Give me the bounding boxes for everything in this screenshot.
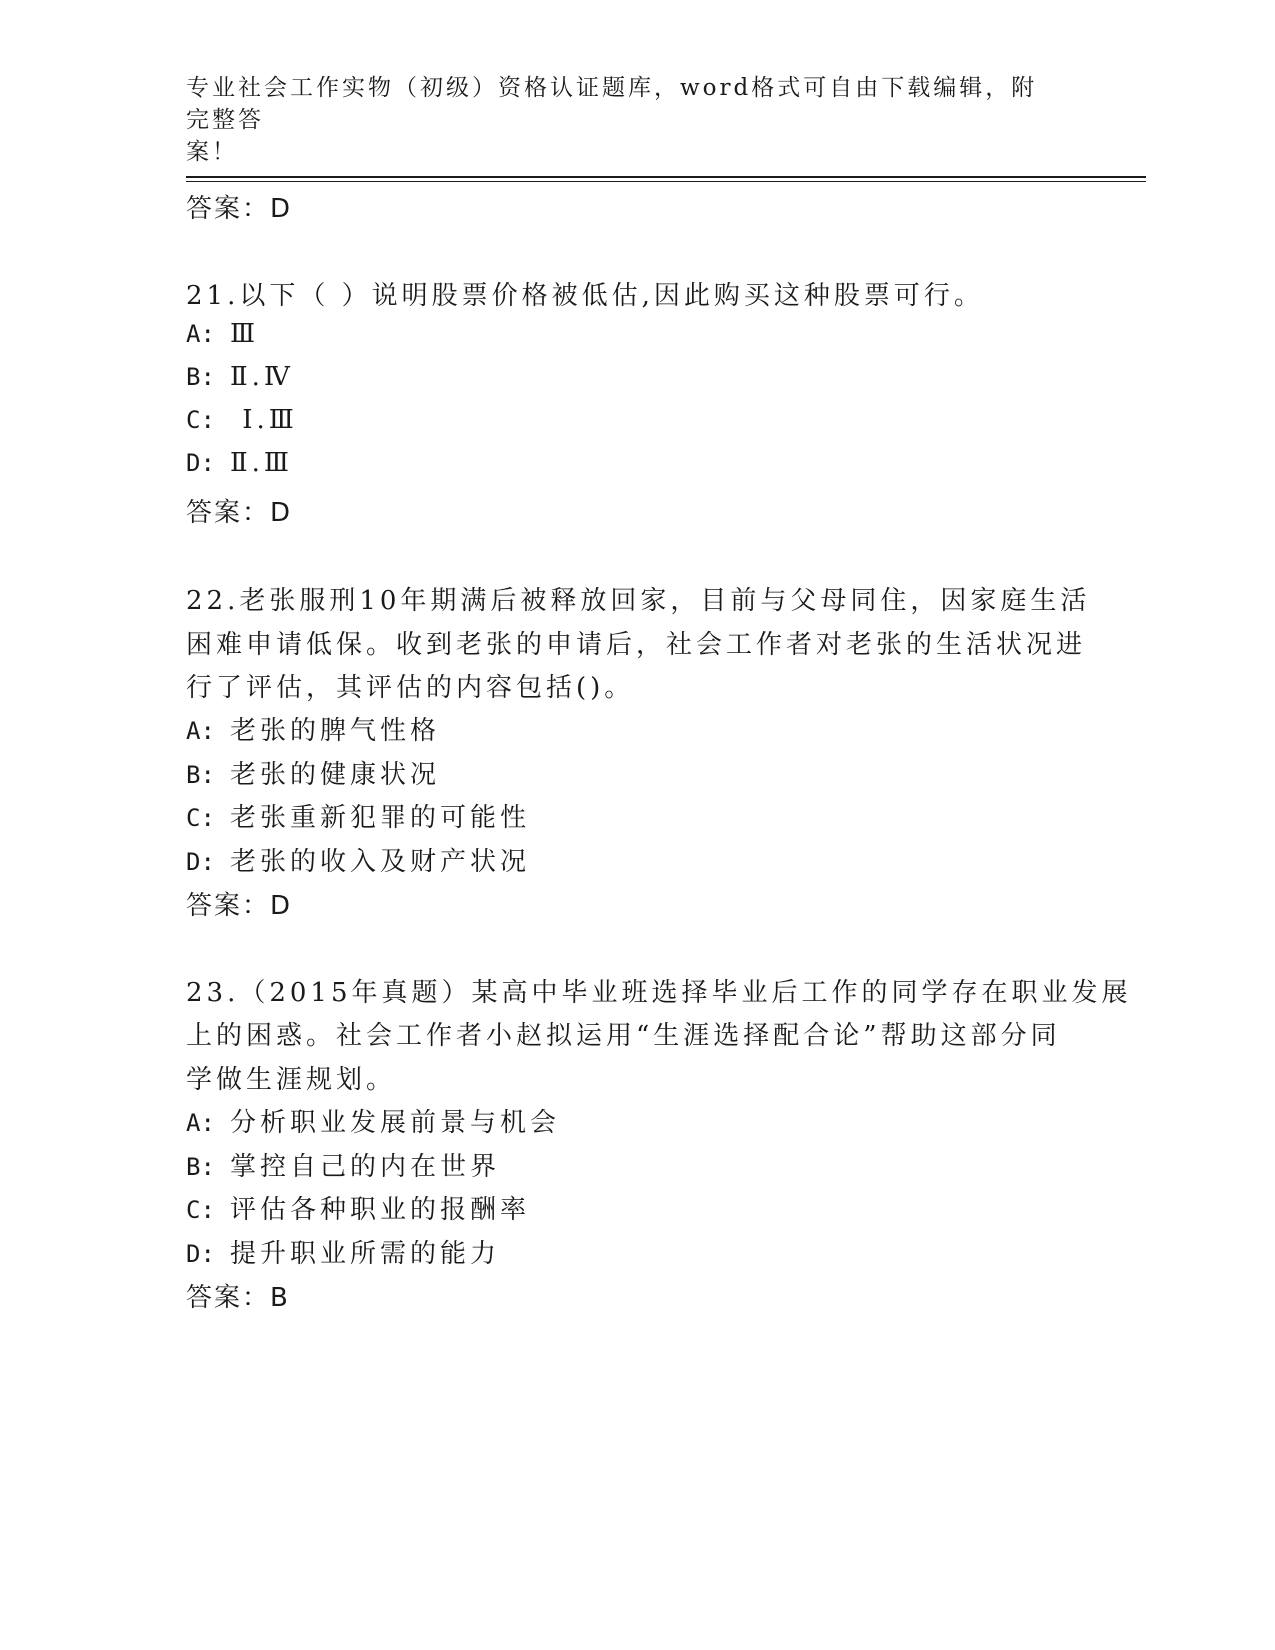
- question-21-option-a: [186, 319, 259, 349]
- option-text: Ⅰ.Ⅲ: [230, 405, 298, 435]
- question-23-stem-line-1: 23.（2015年真题）某高中毕业班选择毕业后工作的同学存在职业发展: [186, 978, 1132, 1008]
- header-divider-thick: [186, 176, 1146, 178]
- question-22-stem-line-1: 22.老张服刑10年期满后被释放回家，目前与父母同住，因家庭生活: [186, 586, 1091, 616]
- header-divider-thin: [186, 181, 1146, 182]
- option-text: 提升职业所需的能力: [230, 1239, 501, 1269]
- option-text: 老张重新犯罪的可能性: [230, 803, 531, 833]
- option-text: Ⅱ.Ⅲ: [230, 448, 294, 478]
- question-23-option-c: [186, 1189, 530, 1226]
- question-21-option-b: [186, 362, 294, 392]
- option-label: C:: [186, 406, 215, 434]
- question-22-option-a: [186, 710, 440, 747]
- question-23-answer: 答案：B: [186, 1283, 290, 1313]
- option-text: 老张的收入及财产状况: [230, 847, 531, 877]
- option-label: C:: [186, 1196, 215, 1224]
- question-22-option-b: [186, 754, 440, 791]
- question-22-option-d: [186, 841, 530, 878]
- question-21-option-c: [186, 405, 298, 435]
- question-22-stem-line-3: 行了评估，其评估的内容包括()。: [186, 673, 635, 703]
- question-23-option-d: [186, 1233, 500, 1270]
- option-label: C:: [186, 804, 215, 832]
- option-label: D:: [186, 1240, 215, 1268]
- question-21-stem: 21.以下（ ）说明股票价格被低估,因此购买这种股票可行。: [186, 281, 984, 311]
- option-text: Ⅲ: [230, 319, 260, 349]
- option-text: Ⅱ.Ⅳ: [230, 362, 294, 392]
- question-21-option-d: [186, 448, 293, 478]
- option-label: B:: [186, 761, 215, 789]
- previous-answer: 答案：D: [186, 194, 293, 224]
- question-23-option-a: [186, 1102, 560, 1139]
- question-22-answer: 答案：D: [186, 891, 293, 921]
- option-text: 老张的健康状况: [230, 760, 441, 790]
- option-text: 分析职业发展前景与机会: [230, 1108, 561, 1138]
- option-text: 评估各种职业的报酬率: [230, 1195, 531, 1225]
- option-label: B:: [186, 363, 215, 391]
- question-21-answer: 答案：D: [186, 498, 293, 528]
- question-22-stem-line-2: 困难申请低保。收到老张的申请后，社会工作者对老张的生活状况进: [186, 630, 1087, 660]
- question-23-stem-line-2: 上的困惑。社会工作者小赵拟运用“生涯选择配合论”帮助这部分同: [186, 1021, 1061, 1051]
- option-text: 掌控自己的内在世界: [230, 1152, 501, 1182]
- header-line-1: 专业社会工作实物（初级）资格认证题库，word格式可自由下载编辑，附完整答: [186, 75, 1038, 133]
- option-label: A:: [186, 1109, 215, 1137]
- option-label: A:: [186, 320, 215, 348]
- option-label: D:: [186, 848, 215, 876]
- question-22-option-c: [186, 797, 530, 834]
- option-label: D:: [186, 449, 215, 477]
- option-text: 老张的脾气性格: [230, 716, 441, 746]
- page-header: [186, 72, 1056, 168]
- option-label: B:: [186, 1153, 215, 1181]
- question-23-option-b: [186, 1146, 500, 1183]
- question-23-stem-line-3: 学做生涯规划。: [186, 1065, 397, 1095]
- header-line-2: 案！: [186, 139, 238, 165]
- option-label: A:: [186, 717, 215, 745]
